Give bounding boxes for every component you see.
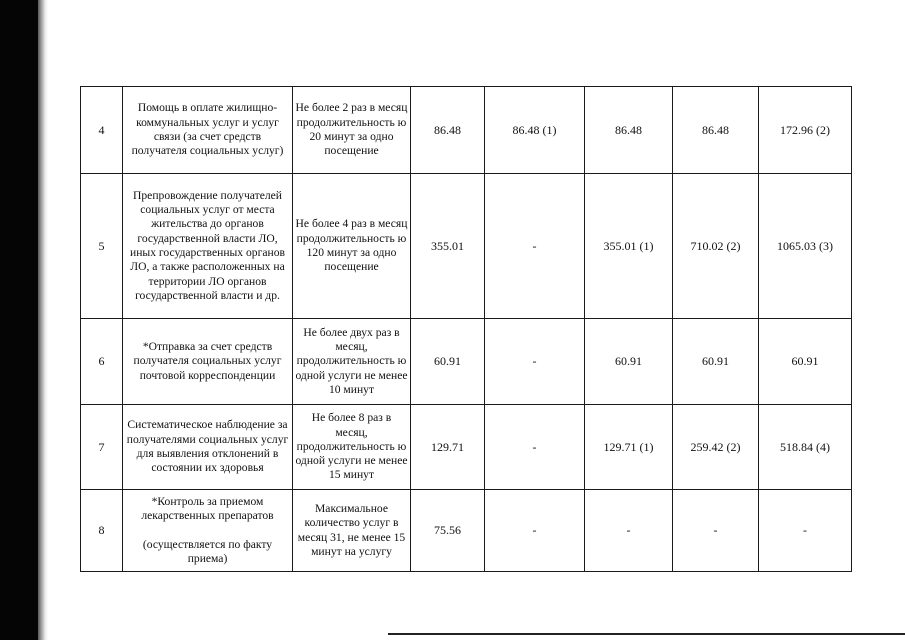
table-row — [81, 319, 852, 405]
service-name: Систематическое наблюдение за получателями социальных услуг для выявления отклонений в состоянии их здоровья — [123, 405, 293, 490]
service-name: Препровождение получателей социальных услуг от места жительства до органов государственной власти ЛО, иных государственных органов ЛО, а также расположенных на территории ЛО органов государственной власти и др. — [123, 174, 293, 319]
tariff-value: 172.96 (2) — [759, 87, 852, 174]
service-frequency: Не более 4 раз в месяц продолжительность ю 120 минут за одно посещение — [293, 174, 411, 319]
tariff-value: 518.84 (4) — [759, 405, 852, 490]
service-name: Помощь в оплате жилищно-коммунальных услуг и услуг связи (за счет средств получателя социальных услуг) — [123, 87, 293, 174]
tariff-value: 75.56 — [411, 490, 485, 572]
row-number: 4 — [81, 87, 123, 174]
row-number: 7 — [81, 405, 123, 490]
service-name: *Контроль за приемом лекарственных препаратов — [141, 494, 274, 523]
service-frequency: Не более двух раз в месяц, продолжительность ю одной услуги не менее 10 минут — [293, 319, 411, 405]
tariff-value: 259.42 (2) — [673, 405, 759, 490]
tariff-value: 86.48 — [673, 87, 759, 174]
tariff-value: - — [485, 490, 585, 572]
row-number: 6 — [81, 319, 123, 405]
tariff-value: - — [585, 490, 673, 572]
table-row — [81, 87, 852, 174]
tariff-value: 355.01 — [411, 174, 485, 319]
tariff-value: 60.91 — [673, 319, 759, 405]
tariff-value: 355.01 (1) — [585, 174, 673, 319]
table-row — [81, 405, 852, 490]
tariff-value: 129.71 — [411, 405, 485, 490]
service-frequency: Не более 2 раз в месяц продолжительность ю 20 минут за одно посещение — [293, 87, 411, 174]
service-name: *Отправка за счет средств получателя социальных услуг почтовой корреспонденции — [123, 319, 293, 405]
tariff-value: - — [759, 490, 852, 572]
row-number: 5 — [81, 174, 123, 319]
service-frequency: Максимальное количество услуг в месяц 31, не менее 15 минут на услугу — [293, 490, 411, 572]
tariff-value: - — [485, 174, 585, 319]
row-number: 8 — [81, 490, 123, 572]
scan-edge-shadow — [38, 0, 48, 640]
spacer — [125, 524, 290, 538]
tariff-value: 129.71 (1) — [585, 405, 673, 490]
tariff-value: - — [485, 319, 585, 405]
tariff-value: - — [485, 405, 585, 490]
tariff-value: 60.91 — [759, 319, 852, 405]
tariff-value: 60.91 — [585, 319, 673, 405]
services-tariff-table — [80, 86, 852, 572]
tariff-value: 86.48 — [411, 87, 485, 174]
tariff-value: 1065.03 (3) — [759, 174, 852, 319]
service-name-cell — [123, 490, 293, 572]
table-row — [81, 490, 852, 572]
tariff-value: 86.48 (1) — [485, 87, 585, 174]
table-row — [81, 174, 852, 319]
tariff-value: 60.91 — [411, 319, 485, 405]
tariff-value: 710.02 (2) — [673, 174, 759, 319]
tariff-value: - — [673, 490, 759, 572]
service-note: (осуществляется по факту приема) — [142, 537, 273, 565]
service-frequency: Не более 8 раз в месяц, продолжительность ю одной услуги не менее 15 минут — [293, 405, 411, 490]
scan-bottom-line — [388, 633, 905, 635]
scan-dark-edge — [0, 0, 38, 640]
tariff-value: 86.48 — [585, 87, 673, 174]
